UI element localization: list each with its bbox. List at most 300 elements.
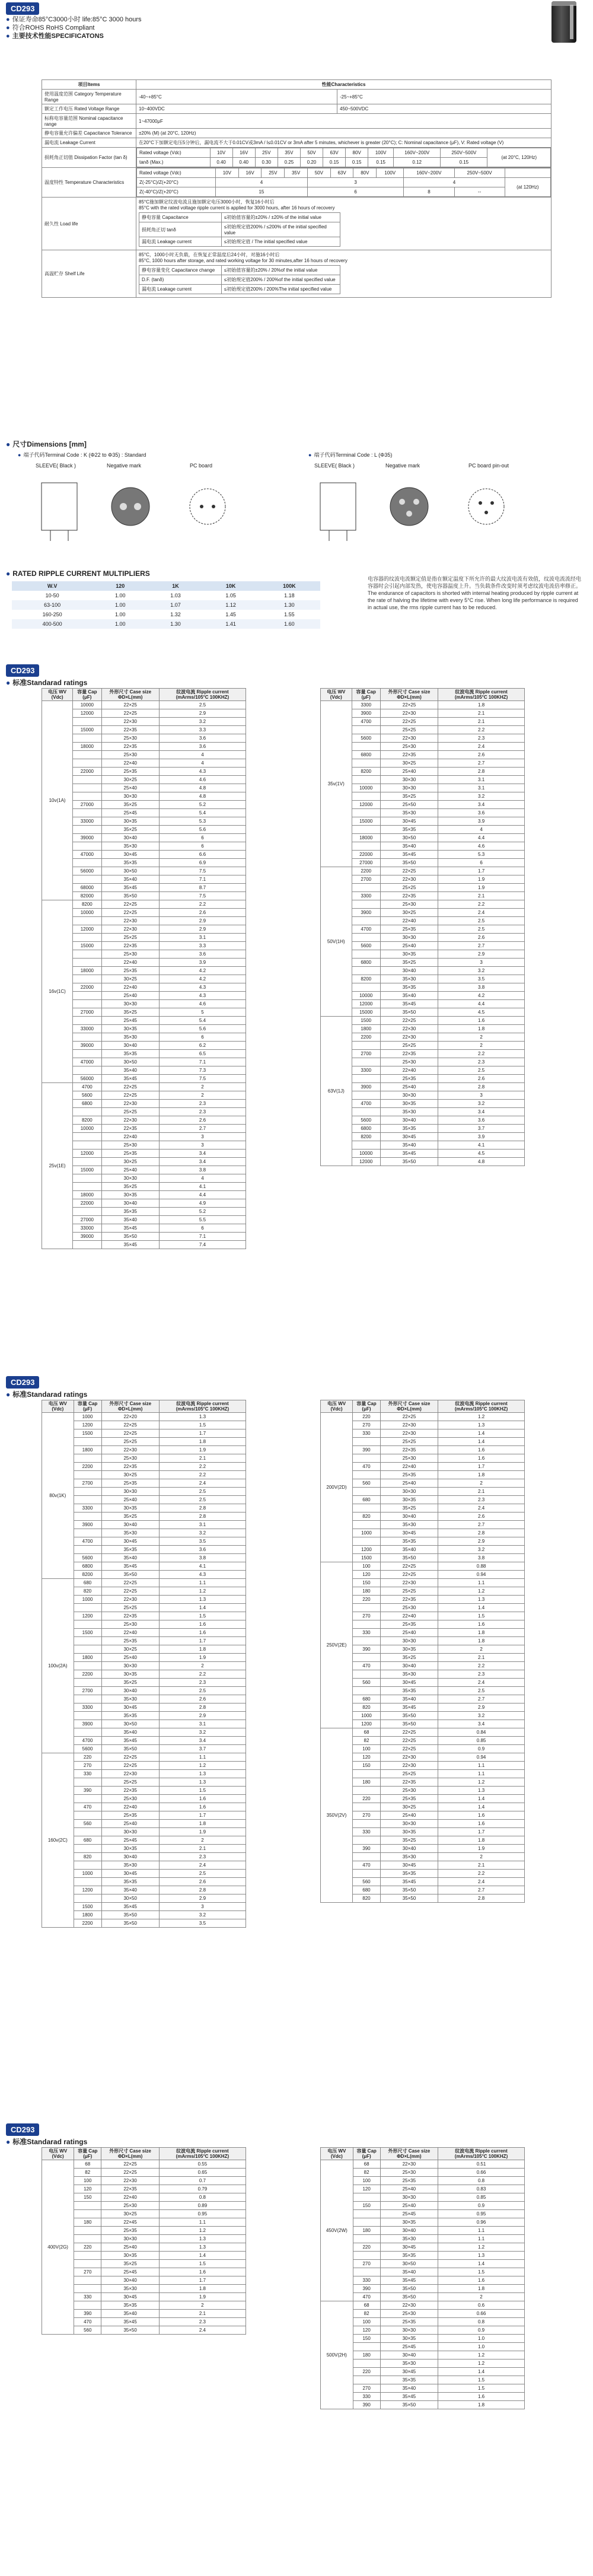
ratings-ripple: 1.7 [438,867,525,875]
ratings-case: 25×35 [380,925,438,934]
table-row [42,2160,246,2169]
ratings-cap: 2700 [352,1050,380,1058]
ratings-cap [353,1438,381,1446]
ratings-cap [353,2210,380,2218]
ratings-cap: 39000 [73,1042,101,1050]
ratings-case: 25×30 [380,1454,438,1463]
ratings-case: 22×25 [380,1562,438,1571]
ratings-cap [73,1033,101,1042]
bullet-life: ● 保证寿命85°C3000小时 life:85°C 3000 hours [6,16,142,23]
ratings-cap: 3300 [352,701,380,709]
ratings-ripple: 5.4 [159,1017,246,1025]
spec-tand-label: 损耗角正切值 Dissipation Factor (tan δ) [42,148,136,168]
ratings-ripple: 2 [159,2301,246,2310]
ratings-case: 35×40 [101,1728,159,1737]
ratings-col-header: 电压 WV (Vdc) [42,689,73,701]
ratings-cap [74,2260,101,2268]
terminal-std: ● 端子代码Terminal Code : K (Φ22 to Φ35) : Standard [18,452,146,458]
ratings-case: 30×30 [380,784,438,792]
tand-value: 0.20 [300,158,323,167]
temp-row1-b: 3 [307,178,403,187]
ratings-cap: 56000 [73,867,101,875]
ratings-case: 25×40 [101,992,159,1000]
table-row [321,967,525,975]
ratings-case: 30×45 [380,817,438,826]
ratings-ripple: 4.2 [159,967,246,975]
tand-voltage: 16V [232,148,255,158]
ratings-case: 30×40 [101,834,159,842]
ratings-cap: 10000 [73,909,101,917]
ratings-case: 22×30 [380,1762,438,1770]
ratings-cap: 1200 [353,1546,381,1554]
ratings-cap: 1000 [74,1596,101,1604]
ratings-ripple: 2.9 [438,950,525,959]
ratings-case: 35×30 [101,842,159,851]
table-row [42,983,246,992]
ratings-cap: 3300 [74,1703,101,1712]
ratings-cap: 820 [353,1894,381,1903]
table-row [42,817,246,826]
ripple-cell: 10-50 [45,593,59,598]
table-row [42,1058,246,1066]
ratings-table [320,688,525,1166]
ratings-case: 35×35 [380,2252,438,2260]
ratings-ripple: 4.8 [438,1158,525,1166]
ratings-ripple: 0.95 [438,2210,525,2218]
ratings-cap: 22000 [73,768,101,776]
ratings-case: 35×35 [380,1687,438,1695]
ratings-case: 22×30 [380,1753,438,1762]
ratings-ripple: 0.95 [159,2210,246,2218]
ratings-ripple: 7.5 [159,892,246,900]
ratings-cap: 100 [353,2318,380,2326]
ratings-ripple: 2.4 [438,1504,525,1513]
table-row [42,950,246,959]
ratings-cap [73,1174,101,1183]
ratings-case: 30×40 [101,1687,159,1695]
ratings-ripple: 4.4 [438,834,525,842]
ratings-case: 25×30 [101,2202,160,2210]
table-row [321,1108,525,1116]
ratings-ripple: 2.1 [438,1488,525,1496]
ratings-ripple: 2.5 [438,1687,525,1695]
ratings-col-header: 容量 Cap (μF) [73,689,101,701]
table-row [42,801,246,809]
ratings-case: 25×30 [380,1604,438,1612]
ratings-case: 30×30 [101,1662,159,1670]
ratings-case: 35×50 [380,1554,438,1562]
ratings-col-header: 电压 WV (Vdc) [42,2148,74,2160]
ratings-cap: 8200 [73,1116,101,1125]
ratings-case: 22×25 [380,1413,438,1421]
table-row [42,900,246,909]
table-row [321,801,525,809]
table-row [42,1133,246,1141]
terminal-l: ● 端子代码Terminal Code : L (Φ35) [308,452,393,458]
temp-cond: (at 120Hz) [505,178,550,197]
temp-voltage: 160V~200V [404,168,454,178]
ratings-case: 35×40 [380,2384,438,2393]
ratings-ripple: 1.2 [159,2227,246,2235]
ratings-ripple: 2.2 [159,1471,246,1479]
ratings-ripple: 2.6 [438,1075,525,1083]
ratings-ripple: 2.5 [159,701,246,709]
ratings-cap [352,792,380,801]
table-row [321,851,525,859]
ratings-case: 25×35 [380,1471,438,1479]
ratings-ripple: 5.3 [438,851,525,859]
table-row [321,784,525,792]
temp-voltage: 100V [377,168,404,178]
ratings-ripple: 1.5 [438,2376,525,2384]
ratings-table [320,1400,525,1903]
ratings-ripple: 2.1 [159,1845,246,1853]
ratings-case: 35×50 [101,1571,159,1579]
ratings-cap: 10000 [352,992,380,1000]
ratings-ripple: 3.2 [159,1911,246,1919]
ratings-case: 35×45 [380,1878,438,1886]
ratings-case: 35×30 [101,1695,159,1703]
tand-value: 0.12 [394,158,441,167]
table-row [42,1008,246,1017]
ratings-case: 30×35 [380,1100,438,1108]
ratings-ripple: 0.51 [438,2160,525,2169]
ratings-case: 35×45 [101,1903,159,1911]
ratings-ripple: 2.3 [159,1108,246,1116]
ratings-table [42,1400,246,1928]
ratings-cap: 2700 [74,1687,101,1695]
ratings-cap: 2700 [352,875,380,884]
ratings-cap [73,859,101,867]
ratings-ripple: 2.3 [438,1058,525,1066]
ratings-ripple: 1.5 [159,1421,246,1429]
ratings-cap [353,2360,380,2368]
ratings-ripple: 2.2 [159,900,246,909]
ratings-cap [74,1778,101,1787]
ratings-wv: 16v(1C) [42,900,73,1083]
ratings-wv: 100v(2A) [42,1579,74,1753]
ratings-cap: 12000 [73,1150,101,1158]
ratings-ripple: 7.5 [159,1075,246,1083]
ratings-ripple: 1.4 [438,1438,525,1446]
ratings-case: 25×35 [380,2177,438,2185]
ratings-cap: 22000 [73,983,101,992]
ratings-col-header: 电压 WV (Vdc) [42,1400,74,1413]
ripple-header: 1K [148,581,203,591]
table-row [42,909,246,917]
ratings-cap: 330 [353,2393,380,2401]
ratings-case: 22×35 [380,1446,438,1454]
ratings-case: 35×35 [101,1712,159,1720]
ratings-case: 25×35 [380,1620,438,1629]
ratings-case: 30×35 [380,1496,438,1504]
ratings-case: 22×35 [101,1125,159,1133]
ratings-case: 25×40 [101,1496,159,1504]
ratings-case: 25×35 [101,768,159,776]
ratings-case: 22×40 [101,759,159,768]
ratings-case: 35×35 [380,826,438,834]
ratings-ripple: 2.1 [438,1654,525,1662]
table-row [42,942,246,950]
ratings-case: 35×50 [380,1720,438,1728]
ratings-ripple: 1.5 [159,2260,246,2268]
ratings-cap: 8200 [352,768,380,776]
ratings-wv: 80v(1K) [42,1413,74,1579]
ratings-ripple: 1.3 [159,2235,246,2243]
ratings-cap: 5600 [74,1554,101,1562]
ratings-cap: 5600 [352,1116,380,1125]
ratings-cap: 47000 [73,851,101,859]
ripple-cell: 1.00 [93,619,148,629]
ratings-ripple: 2.1 [438,1861,525,1870]
ratings-ripple: 0.96 [438,2218,525,2227]
load-item-name: 漏电流 Leakage current [139,237,222,247]
ratings-case: 25×25 [380,1438,438,1446]
ratings-case: 25×40 [101,1654,159,1662]
table-row [42,784,246,792]
ratings-case: 22×35 [101,2185,160,2193]
ratings-case: 35×40 [101,1066,159,1075]
ratings-case: 22×35 [101,726,159,734]
table-row [42,709,246,718]
temp-row2-c: 8 [404,187,454,197]
ratings-ripple: 2.4 [438,909,525,917]
table-row [321,1728,525,1737]
ratings-wv: 63V(1J) [321,1017,352,1166]
ratings-cap [352,983,380,992]
table-row [321,776,525,784]
ratings-col-header: 容量 Cap (μF) [353,2148,380,2160]
ratings-case: 30×30 [101,1174,159,1183]
ratings-wv: 200V(2D) [321,1413,353,1562]
table-row [321,1125,525,1133]
temp-row2-d: -- [454,187,505,197]
ratings-cap: 1500 [352,1017,380,1025]
ratings-case: 25×40 [380,2185,438,2193]
table-row [42,776,246,784]
ratings-ripple: 3 [438,959,525,967]
ratings-ripple: 3.2 [438,1712,525,1720]
ripple-header: 100K [259,581,320,591]
ratings-ripple: 2.9 [159,1712,246,1720]
ratings-case: 35×45 [101,884,159,892]
ratings-ripple: 3.4 [159,1150,246,1158]
ratings-case: 35×40 [380,842,438,851]
tand-grid [136,148,551,167]
table-row [321,1033,525,1042]
ratings-case: 22×25 [101,2169,160,2177]
table-row [321,1116,525,1125]
ratings-cap: 2200 [352,867,380,875]
ratings-case: 35×45 [101,1241,159,1249]
ratings-case: 25×30 [380,1058,438,1066]
ratings-case: 35×45 [101,1075,159,1083]
ratings-cap [353,2235,380,2243]
ratings-case: 25×30 [101,1454,159,1463]
ratings-col-header: 纹波电流 Ripple current (mArms/105°C 100KHZ) [438,2148,525,2160]
ratings-case: 30×40 [101,2276,160,2285]
ratings-case: 35×35 [101,2301,160,2310]
ratings-wv: 50V(1H) [321,867,352,1017]
ratings-case: 35×50 [380,1158,438,1166]
ratings-ripple: 2.1 [438,718,525,726]
ratings-ripple: 0.89 [159,2202,246,2210]
ratings-cap [74,1645,101,1654]
ratings-case: 35×30 [380,1108,438,1116]
ratings-case: 25×40 [101,1166,159,1174]
ratings-cap [353,1521,381,1529]
ratings-cap: 82 [353,1737,381,1745]
ratings-ripple: 2.5 [438,917,525,925]
ratings-cap [73,1000,101,1008]
ratings-cap: 15000 [73,726,101,734]
ratings-cap [74,1513,101,1521]
ratings-case: 25×45 [101,2268,160,2276]
ratings-case: 25×30 [380,2310,438,2318]
ratings-cap: 1500 [353,1554,381,1562]
ratings-ripple: 0.8 [438,2177,525,2185]
table-row [321,1150,525,1158]
ratings-ripple: 1.6 [159,1620,246,1629]
ratings-cap [73,1017,101,1025]
ratings-ripple: 2 [438,1033,525,1042]
ratings-ripple: 1.7 [159,1637,246,1645]
ratings-col-header: 外形尺寸 Case size ΦD×L(mm) [380,2148,438,2160]
ratings-cap [74,2276,101,2285]
ripple-cell: 1.12 [203,600,259,610]
pcboard-label: PC board [190,463,213,469]
table-row [42,1199,246,1208]
load-item-val: ≤初始规定值200% / ≤200% of the initial specified value [222,222,340,237]
ratings-ripple: 1.3 [159,1596,246,1604]
ratings-case: 35×50 [101,1911,159,1919]
ratings-cap: 2200 [74,1919,101,1928]
ratings-cap [352,1042,380,1050]
ripple-cell: 1.03 [170,593,181,598]
ratings-ripple: 1.5 [438,1612,525,1620]
shelf-item-val: ≤初始规定值200% / 200%of the initial specified value [222,275,340,285]
spec-leakage-label: 漏电流 Leakage Current [42,138,136,148]
table-row [42,743,246,751]
ripple-title: ● RATED RIPPLE CURRENT MULTIPLIERS [6,569,150,578]
ratings-case: 25×35 [101,1811,159,1820]
ratings-cap [74,1546,101,1554]
ratings-cap [74,2202,101,2210]
ratings-case: 30×40 [101,1199,159,1208]
ratings-cap [352,1058,380,1066]
table-row [42,917,246,925]
ratings-ripple: 2.3 [438,1496,525,1504]
spec-load-life-label: 耐久性 Load life [42,198,136,250]
ratings-case: 30×25 [101,776,159,784]
ratings-cap: 18000 [73,1191,101,1199]
ratings-ripple: 0.8 [159,2193,246,2202]
ratings-cap: 18000 [73,967,101,975]
ratings-ripple: 3.9 [159,959,246,967]
ratings-wv: 350V(2V) [321,1728,353,1903]
ratings-ripple: 1.6 [159,1803,246,1811]
table-row [42,1191,246,1199]
ratings-cap: 68 [74,2160,101,2169]
ratings-case: 25×40 [101,784,159,792]
ratings-cap [74,1620,101,1629]
table-row [42,718,246,726]
ratings-ripple: 2.7 [438,942,525,950]
ratings-cap [353,1870,381,1878]
ratings-cap: 1000 [74,1413,101,1421]
ratings-ripple: 0.66 [438,2310,525,2318]
ripple-cell: 1.32 [170,612,181,617]
ratings-cap [73,842,101,851]
ratings-ripple: 2.3 [159,2318,246,2326]
ratings-case: 30×25 [101,1158,159,1166]
ratings-cap: 180 [353,2351,380,2360]
ratings-cap [74,1845,101,1853]
ratings-ripple: 0.9 [438,2202,525,2210]
ratings-case: 35×40 [101,875,159,884]
ratings-case: 22×30 [380,1033,438,1042]
sleeve-label-l: SLEEVE( Black ) [314,463,355,469]
ratings-case: 35×40 [380,2268,438,2276]
ratings-ripple: 2.2 [438,726,525,734]
shelf-item-val: ≤初始规定值200% / 200%The initial specified value [222,285,340,294]
ratings-col-header: 外形尺寸 Case size ΦD×L(mm) [101,2148,160,2160]
ratings-case: 35×50 [101,1919,159,1928]
ratings-cap: 2200 [74,1463,101,1471]
spec-voltage-left: 10~400VDC [136,104,337,114]
series-badge-4: CD293 [6,2123,39,2136]
ratings-ripple: 2 [159,1836,246,1845]
table-row [42,875,246,884]
load-item-name: 静电容量 Capacitance [139,213,222,222]
table-row [42,1075,246,1083]
ratings-cap: 100 [353,2177,380,2185]
ratings-cap [74,2301,101,2310]
ratings-ripple: 1.2 [438,2243,525,2252]
ratings-cap: 390 [74,2310,101,2318]
temp-row1-c: 4 [404,178,505,187]
ratings-ripple: 7.4 [159,1241,246,1249]
ratings-ripple: 3.1 [438,776,525,784]
ratings-cap: 10000 [73,701,101,709]
ratings-case: 30×45 [380,1679,438,1687]
ratings-ripple: 2.8 [438,1083,525,1091]
ratings-cap: 270 [74,2268,101,2276]
ratings-case: 35×45 [380,2276,438,2285]
ratings-case: 35×35 [380,1125,438,1133]
ratings-case: 35×25 [101,1513,159,1521]
ratings-case: 22×30 [380,734,438,743]
ripple-cell: 1.41 [203,619,259,629]
table-row [321,1017,525,1025]
ratings-case: 35×50 [380,2401,438,2409]
temp-voltage: 25V [262,168,285,178]
ratings-case: 22×30 [101,917,159,925]
ratings-case: 35×40 [101,1216,159,1224]
ratings-case: 35×25 [101,1008,159,1017]
ratings-ripple: 1.5 [159,1787,246,1795]
ratings-wv: 250V(2E) [321,1562,353,1728]
ratings-case: 22×30 [380,875,438,884]
ratings-cap: 180 [353,2227,380,2235]
table-row [42,1116,246,1125]
ratings-ripple: 3.5 [438,975,525,983]
table-row [42,1091,246,1100]
ripple-note-en: The endurance of capacitors is shorted with internal heating produced by ripple current at the rate of halving the lifetime with every 5°C rise. When long life performance is required in actual use, the rms ripple current has to be reduced. [368,590,579,610]
bullet-specs: ● 主要技术性能SPECIFICATONS [6,33,104,40]
table-row [42,1042,246,1050]
ratings-ripple: 3.4 [438,801,525,809]
